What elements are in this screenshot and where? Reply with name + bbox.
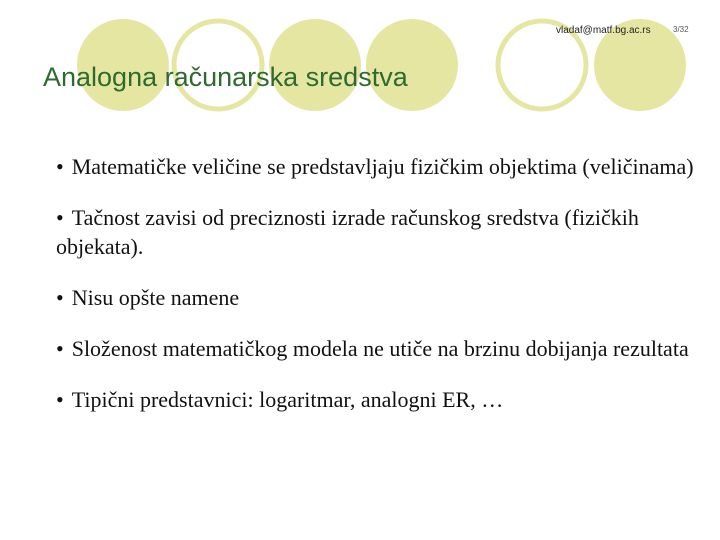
bullet-marker: • xyxy=(56,387,64,412)
bullet-text: Složenost matematičkog modela ne utiče na brzinu dobijanja rezultata xyxy=(71,336,689,361)
bullet-text: Tačnost zavisi od preciznosti izrade računskog sredstva (fizičkih objekata). xyxy=(56,205,639,259)
bullet-item xyxy=(56,152,696,181)
bullet-list xyxy=(56,152,696,414)
bullet-text: Tipični predstavnici: logaritmar, analogni ER, … xyxy=(71,387,504,412)
page-number: 3/32 xyxy=(673,25,689,34)
bullet-marker: • xyxy=(56,205,64,230)
bullet-marker: • xyxy=(56,285,64,310)
bullet-text: Matematičke veličine se predstavljaju fizičkim objektima (veličinama) xyxy=(71,154,694,179)
bullet-text: Nisu opšte namene xyxy=(71,285,240,310)
bullet-item xyxy=(56,334,696,363)
bullet-item xyxy=(56,385,696,414)
bullet-marker: • xyxy=(56,336,64,361)
bullet-item xyxy=(56,283,696,312)
slide-title: Analogna računarska sredstva xyxy=(43,62,408,92)
bullet-marker: • xyxy=(56,154,64,179)
header-email: vladaf@matf.bg.ac.rs xyxy=(556,25,651,36)
bullet-item xyxy=(56,203,696,261)
